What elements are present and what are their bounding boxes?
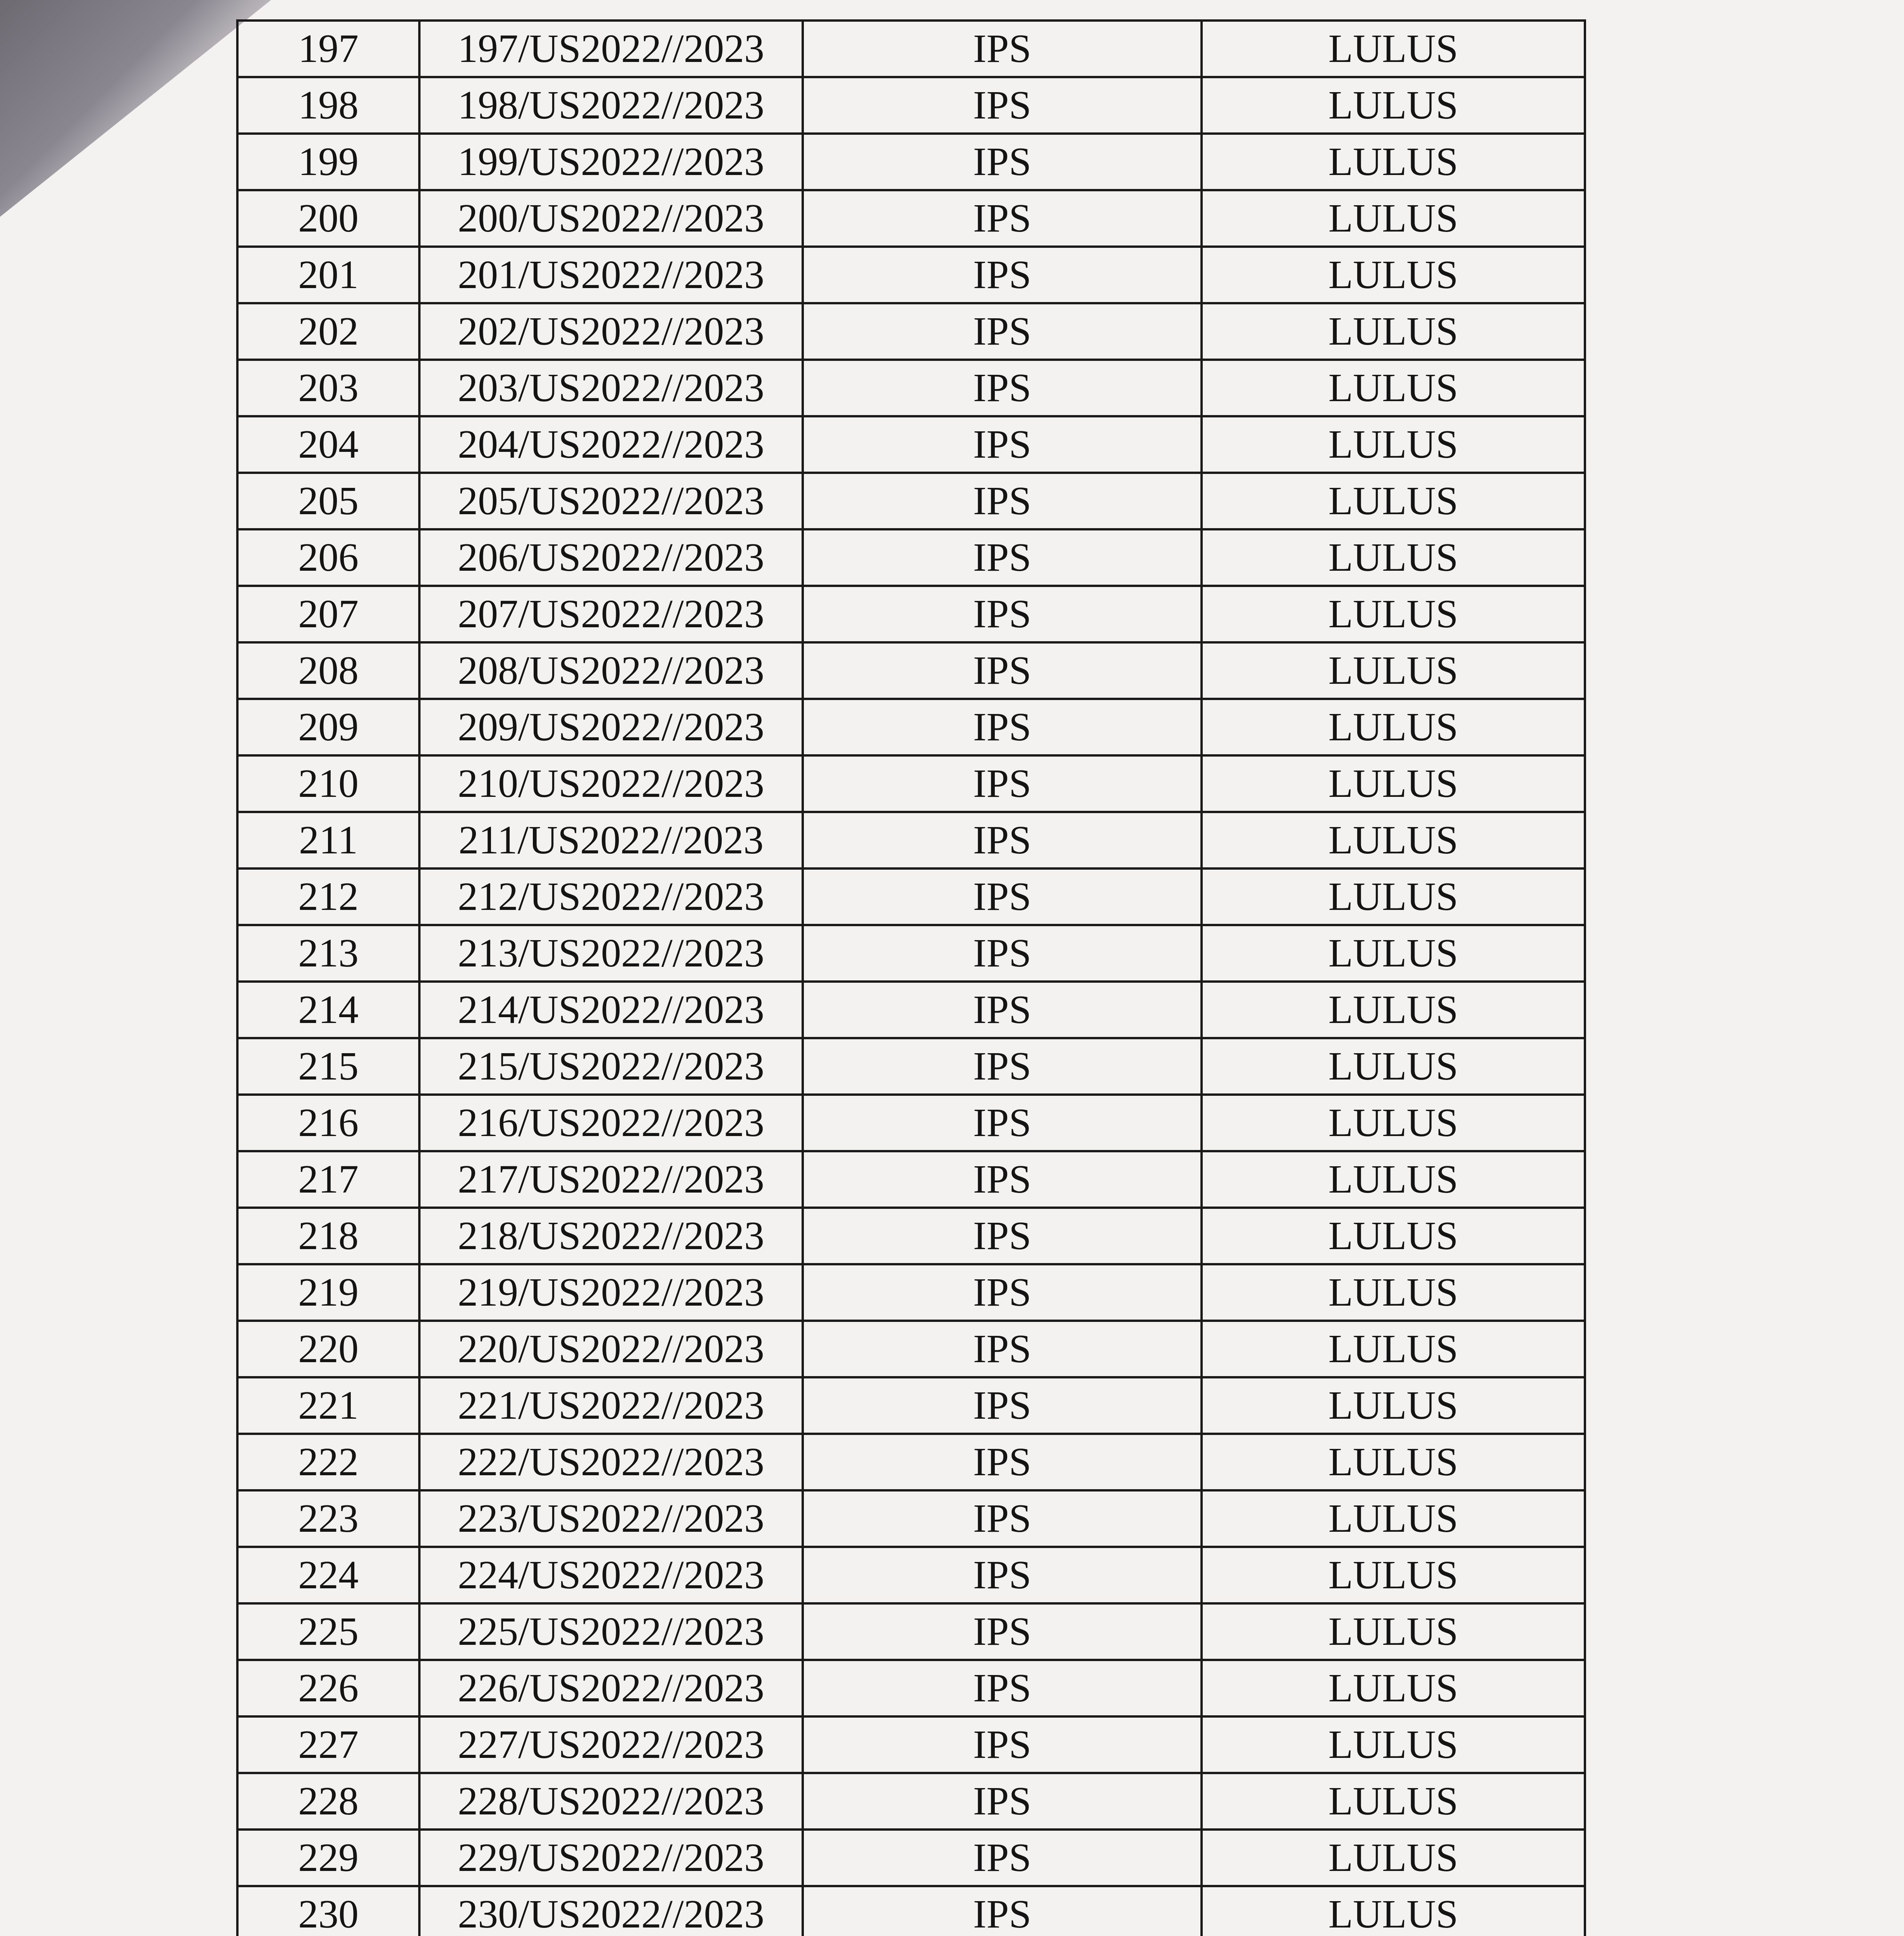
status-cell: LULUS [1202, 868, 1585, 925]
program-cell: IPS [803, 1773, 1202, 1830]
row-number-cell: 218 [237, 1208, 419, 1264]
status-cell: LULUS [1202, 1716, 1585, 1773]
table-row [237, 586, 1585, 642]
status-cell: LULUS [1202, 1547, 1585, 1603]
row-number-cell: 200 [237, 190, 419, 247]
table-row [237, 982, 1585, 1038]
certificate-number-cell: 211/US2022//2023 [419, 812, 803, 868]
program-cell: IPS [803, 190, 1202, 247]
status-cell: LULUS [1202, 1208, 1585, 1264]
row-number-cell: 216 [237, 1095, 419, 1151]
certificate-number-cell: 198/US2022//2023 [419, 77, 803, 134]
table-row [237, 1377, 1585, 1434]
results-table [236, 19, 1586, 1936]
status-cell: LULUS [1202, 190, 1585, 247]
row-number-cell: 201 [237, 247, 419, 303]
table-row [237, 812, 1585, 868]
table-row [237, 755, 1585, 812]
certificate-number-cell: 217/US2022//2023 [419, 1151, 803, 1208]
program-cell: IPS [803, 1377, 1202, 1434]
status-cell: LULUS [1202, 77, 1585, 134]
certificate-number-cell: 203/US2022//2023 [419, 360, 803, 416]
row-number-cell: 205 [237, 473, 419, 529]
program-cell: IPS [803, 699, 1202, 755]
status-cell: LULUS [1202, 1434, 1585, 1490]
table-row [237, 416, 1585, 473]
table-row [237, 699, 1585, 755]
status-cell: LULUS [1202, 1264, 1585, 1321]
certificate-number-cell: 216/US2022//2023 [419, 1095, 803, 1151]
table-row [237, 1038, 1585, 1095]
status-cell: LULUS [1202, 1377, 1585, 1434]
row-number-cell: 211 [237, 812, 419, 868]
table-row [237, 360, 1585, 416]
results-table-body [237, 21, 1585, 1936]
certificate-number-cell: 215/US2022//2023 [419, 1038, 803, 1095]
status-cell: LULUS [1202, 699, 1585, 755]
program-cell: IPS [803, 1095, 1202, 1151]
row-number-cell: 213 [237, 925, 419, 982]
row-number-cell: 224 [237, 1547, 419, 1603]
program-cell: IPS [803, 529, 1202, 586]
table-row [237, 642, 1585, 699]
table-row [237, 1151, 1585, 1208]
table-row [237, 473, 1585, 529]
certificate-number-cell: 197/US2022//2023 [419, 21, 803, 77]
row-number-cell: 210 [237, 755, 419, 812]
status-cell: LULUS [1202, 1660, 1585, 1716]
row-number-cell: 227 [237, 1716, 419, 1773]
row-number-cell: 203 [237, 360, 419, 416]
status-cell: LULUS [1202, 303, 1585, 360]
certificate-number-cell: 201/US2022//2023 [419, 247, 803, 303]
program-cell: IPS [803, 303, 1202, 360]
row-number-cell: 228 [237, 1773, 419, 1830]
row-number-cell: 219 [237, 1264, 419, 1321]
certificate-number-cell: 219/US2022//2023 [419, 1264, 803, 1321]
status-cell: LULUS [1202, 134, 1585, 190]
table-row [237, 529, 1585, 586]
program-cell: IPS [803, 755, 1202, 812]
certificate-number-cell: 227/US2022//2023 [419, 1716, 803, 1773]
table-row [237, 1547, 1585, 1603]
row-number-cell: 217 [237, 1151, 419, 1208]
table-row [237, 1490, 1585, 1547]
row-number-cell: 199 [237, 134, 419, 190]
program-cell: IPS [803, 473, 1202, 529]
program-cell: IPS [803, 642, 1202, 699]
status-cell: LULUS [1202, 1321, 1585, 1377]
certificate-number-cell: 199/US2022//2023 [419, 134, 803, 190]
program-cell: IPS [803, 812, 1202, 868]
status-cell: LULUS [1202, 586, 1585, 642]
table-row [237, 303, 1585, 360]
program-cell: IPS [803, 1886, 1202, 1936]
certificate-number-cell: 208/US2022//2023 [419, 642, 803, 699]
program-cell: IPS [803, 1208, 1202, 1264]
table-row [237, 1603, 1585, 1660]
certificate-number-cell: 222/US2022//2023 [419, 1434, 803, 1490]
table-row [237, 868, 1585, 925]
program-cell: IPS [803, 925, 1202, 982]
status-cell: LULUS [1202, 360, 1585, 416]
row-number-cell: 225 [237, 1603, 419, 1660]
row-number-cell: 226 [237, 1660, 419, 1716]
table-row [237, 1660, 1585, 1716]
program-cell: IPS [803, 1490, 1202, 1547]
status-cell: LULUS [1202, 642, 1585, 699]
table-row [237, 1321, 1585, 1377]
row-number-cell: 221 [237, 1377, 419, 1434]
row-number-cell: 223 [237, 1490, 419, 1547]
certificate-number-cell: 213/US2022//2023 [419, 925, 803, 982]
certificate-number-cell: 221/US2022//2023 [419, 1377, 803, 1434]
certificate-number-cell: 223/US2022//2023 [419, 1490, 803, 1547]
certificate-number-cell: 210/US2022//2023 [419, 755, 803, 812]
certificate-number-cell: 225/US2022//2023 [419, 1603, 803, 1660]
certificate-number-cell: 220/US2022//2023 [419, 1321, 803, 1377]
program-cell: IPS [803, 868, 1202, 925]
program-cell: IPS [803, 77, 1202, 134]
program-cell: IPS [803, 1716, 1202, 1773]
table-row [237, 1830, 1585, 1886]
status-cell: LULUS [1202, 925, 1585, 982]
row-number-cell: 215 [237, 1038, 419, 1095]
status-cell: LULUS [1202, 1490, 1585, 1547]
certificate-number-cell: 204/US2022//2023 [419, 416, 803, 473]
table-row [237, 1773, 1585, 1830]
table-row [237, 21, 1585, 77]
certificate-number-cell: 218/US2022//2023 [419, 1208, 803, 1264]
table-row [237, 190, 1585, 247]
status-cell: LULUS [1202, 1773, 1585, 1830]
certificate-number-cell: 226/US2022//2023 [419, 1660, 803, 1716]
program-cell: IPS [803, 1264, 1202, 1321]
certificate-number-cell: 229/US2022//2023 [419, 1830, 803, 1886]
program-cell: IPS [803, 1547, 1202, 1603]
status-cell: LULUS [1202, 529, 1585, 586]
program-cell: IPS [803, 21, 1202, 77]
program-cell: IPS [803, 1830, 1202, 1886]
program-cell: IPS [803, 247, 1202, 303]
row-number-cell: 198 [237, 77, 419, 134]
status-cell: LULUS [1202, 21, 1585, 77]
certificate-number-cell: 200/US2022//2023 [419, 190, 803, 247]
table-row [237, 134, 1585, 190]
certificate-number-cell: 207/US2022//2023 [419, 586, 803, 642]
table-row [237, 1886, 1585, 1936]
corner-shadow [0, 0, 271, 217]
program-cell: IPS [803, 982, 1202, 1038]
program-cell: IPS [803, 416, 1202, 473]
row-number-cell: 208 [237, 642, 419, 699]
row-number-cell: 220 [237, 1321, 419, 1377]
row-number-cell: 212 [237, 868, 419, 925]
status-cell: LULUS [1202, 247, 1585, 303]
status-cell: LULUS [1202, 982, 1585, 1038]
program-cell: IPS [803, 1038, 1202, 1095]
status-cell: LULUS [1202, 1095, 1585, 1151]
status-cell: LULUS [1202, 755, 1585, 812]
table-row [237, 1264, 1585, 1321]
row-number-cell: 204 [237, 416, 419, 473]
table-row [237, 1434, 1585, 1490]
table-row [237, 1208, 1585, 1264]
row-number-cell: 207 [237, 586, 419, 642]
row-number-cell: 202 [237, 303, 419, 360]
program-cell: IPS [803, 1434, 1202, 1490]
program-cell: IPS [803, 586, 1202, 642]
program-cell: IPS [803, 134, 1202, 190]
certificate-number-cell: 202/US2022//2023 [419, 303, 803, 360]
row-number-cell: 222 [237, 1434, 419, 1490]
row-number-cell: 229 [237, 1830, 419, 1886]
certificate-number-cell: 230/US2022//2023 [419, 1886, 803, 1936]
table-row [237, 77, 1585, 134]
row-number-cell: 230 [237, 1886, 419, 1936]
certificate-number-cell: 209/US2022//2023 [419, 699, 803, 755]
row-number-cell: 206 [237, 529, 419, 586]
status-cell: LULUS [1202, 1886, 1585, 1936]
status-cell: LULUS [1202, 1830, 1585, 1886]
program-cell: IPS [803, 360, 1202, 416]
certificate-number-cell: 228/US2022//2023 [419, 1773, 803, 1830]
table-row [237, 925, 1585, 982]
results-table-container [236, 19, 1584, 1936]
table-row [237, 1716, 1585, 1773]
certificate-number-cell: 214/US2022//2023 [419, 982, 803, 1038]
certificate-number-cell: 206/US2022//2023 [419, 529, 803, 586]
certificate-number-cell: 205/US2022//2023 [419, 473, 803, 529]
table-row [237, 1095, 1585, 1151]
certificate-number-cell: 224/US2022//2023 [419, 1547, 803, 1603]
status-cell: LULUS [1202, 473, 1585, 529]
status-cell: LULUS [1202, 1151, 1585, 1208]
status-cell: LULUS [1202, 1603, 1585, 1660]
certificate-number-cell: 212/US2022//2023 [419, 868, 803, 925]
program-cell: IPS [803, 1321, 1202, 1377]
row-number-cell: 197 [237, 21, 419, 77]
program-cell: IPS [803, 1660, 1202, 1716]
table-row [237, 247, 1585, 303]
status-cell: LULUS [1202, 416, 1585, 473]
row-number-cell: 209 [237, 699, 419, 755]
status-cell: LULUS [1202, 812, 1585, 868]
program-cell: IPS [803, 1151, 1202, 1208]
program-cell: IPS [803, 1603, 1202, 1660]
status-cell: LULUS [1202, 1038, 1585, 1095]
row-number-cell: 214 [237, 982, 419, 1038]
